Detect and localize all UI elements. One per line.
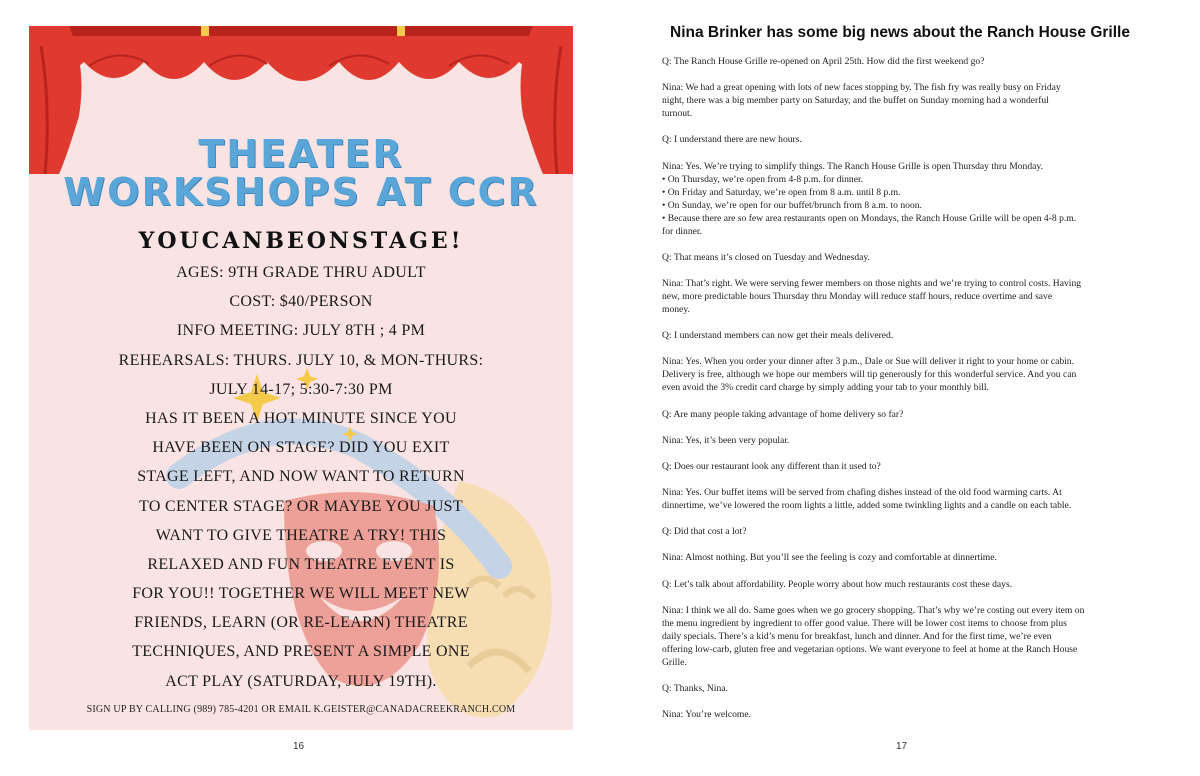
poster-line: WANT TO GIVE THEATRE A TRY! THIS [155, 526, 447, 544]
page-number-right: 17 [896, 741, 908, 752]
interview-paragraph [662, 329, 1176, 342]
poster-line: STAGE LEFT, AND NOW WANT TO RETURN [137, 468, 465, 486]
paragraph-line: the menu ingredient by ingredient to offer good value. There will be lower cost items to choose from plus [662, 617, 1067, 629]
poster-line: FRIENDS, LEARN (OR RE-LEARN) THEATRE [134, 614, 468, 632]
interview-paragraph [662, 408, 1176, 421]
poster-line: AGES: 9TH GRADE THRU ADULT [176, 264, 426, 281]
paragraph-line: Q: I understand there are new hours. [662, 134, 802, 146]
right-page [600, 0, 1200, 776]
poster-line: RELAXED AND FUN THEATRE EVENT IS [147, 555, 455, 573]
paragraph-line: offering low-carb, gluten free and vegetarian options. We want everyone to feel at home at the Ranch House [662, 643, 1078, 655]
poster-line: HAS IT BEEN A HOT MINUTE SINCE YOU [145, 409, 457, 427]
paragraph-line: Delivery is free, although we hope our members will tip generously for this wonderful service. And you can [662, 369, 1077, 381]
theater-poster [29, 26, 573, 730]
interview-paragraph [662, 525, 1176, 538]
interview-paragraph [662, 251, 1176, 264]
paragraph-line: money. [662, 303, 690, 315]
interview-paragraph [662, 708, 1176, 721]
poster-line: TECHNIQUES, AND PRESENT A SIMPLE ONE [132, 643, 470, 661]
paragraph-line: • On Thursday, we’re open from 4-8 p.m. for dinner. [662, 173, 864, 185]
paragraph-line: • On Sunday, we’re open for our buffet/brunch from 8 a.m. to noon. [662, 199, 922, 211]
paragraph-line: Nina: Yes. Our buffet items will be served from chafing dishes instead of the old food warming carts. At [662, 487, 1062, 499]
interview-paragraph [662, 682, 1176, 695]
poster-body [29, 258, 573, 696]
paragraph-line: night, there was a big member party on Saturday, and the buffet on Sunday morning had a wonderful [662, 95, 1049, 107]
poster-line: REHEARSALS: THURS. JULY 10, & MON-THURS: [118, 351, 484, 369]
paragraph-line: Nina: Yes, it’s been very popular. [662, 434, 790, 446]
paragraph-line: turnout. [662, 108, 693, 120]
signup-info: SIGN UP BY CALLING (989) 785-4201 OR EMAIL K.GEISTER@CANADACREEKRANCH.COM [86, 704, 516, 715]
poster-line: INFO MEETING: JULY 8TH ; 4 PM [176, 322, 426, 340]
paragraph-line: new, more predictable hours Thursday thru Monday will reduce staff hours, reduce overtime and save [662, 290, 1053, 302]
interview-paragraph [662, 551, 1176, 564]
poster-tagline: YOUCANBEONSTAGE! [138, 228, 464, 254]
paragraph-line: daily specials. There’s a kid’s menu for breakfast, lunch and dinner. And for the first time, we’re even [662, 630, 1052, 642]
poster-line: FOR YOU!! TOGETHER WE WILL MEET NEW [132, 585, 470, 603]
interview-paragraph [662, 55, 1176, 68]
paragraph-line: Nina: Yes. We’re trying to simplify things. The Ranch House Grille is open Thursday thru Monday. [662, 160, 1043, 172]
paragraph-line: Nina: You’re welcome. [662, 709, 751, 721]
paragraph-line: even avoid the 3% credit card charge by simply adding your tab to your monthly bill. [662, 382, 989, 394]
poster-line: TO CENTER STAGE? OR MAYBE YOU JUST [139, 497, 463, 515]
paragraph-line: • Because there are so few area restaurants open on Mondays, the Ranch House Grille will be open 4-8 p.m. [662, 212, 1077, 224]
paragraph-line: Q: Are many people taking advantage of home delivery so far? [662, 408, 904, 420]
interview-paragraph [662, 434, 1176, 447]
interview-paragraph [662, 486, 1176, 512]
paragraph-line: Grille. [662, 656, 687, 668]
paragraph-line: Nina: Yes. When you order your dinner after 3 p.m., Dale or Sue will deliver it right to your home or cabin. [662, 356, 1074, 368]
paragraph-line: Nina: We had a great opening with lots of new faces stopping by. The fish fry was really busy on Friday [662, 82, 1061, 94]
poster-title-line-2: WORKSHOPS AT CCR [63, 170, 539, 214]
interview-paragraph [662, 355, 1176, 394]
paragraph-line: Q: The Ranch House Grille re-opened on April 25th. How did the first weekend go? [662, 56, 985, 67]
interview-paragraph [662, 277, 1176, 316]
interview-paragraph [662, 604, 1176, 669]
paragraph-line: dinnertime, we’ve lowered the room lights a little, added some twinkling lights and a candle on each table. [662, 500, 1072, 512]
poster-line: HAVE BEEN ON STAGE? DID YOU EXIT [152, 439, 450, 457]
paragraph-line: Nina: That’s right. We were serving fewer members on those nights and we’re trying to control costs. Having [662, 277, 1082, 289]
poster-title-line-1: THEATER [198, 132, 404, 176]
paragraph-line: for dinner. [662, 225, 702, 237]
paragraph-line: • On Friday and Saturday, we’re open from 8 a.m. until 8 p.m. [662, 186, 901, 198]
interview-paragraph [662, 460, 1176, 473]
paragraph-line: Nina: I think we all do. Same goes when we go grocery shopping. That’s why we’re costing out every item on [662, 604, 1085, 616]
interview-paragraph [662, 578, 1176, 591]
paragraph-line: Q: I understand members can now get their meals delivered. [662, 330, 894, 342]
page-number-left: 16 [293, 741, 305, 752]
paragraph-line: Q: Does our restaurant look any different than it used to? [662, 460, 881, 472]
poster-line: COST: $40/PERSON [229, 293, 373, 311]
poster-line: JULY 14-17; 5:30-7:30 PM [209, 380, 393, 398]
paragraph-line: Q: That means it’s closed on Tuesday and Wednesday. [662, 251, 870, 263]
paragraph-line: Q: Let’s talk about affordability. People worry about how much restaurants cost these days. [662, 578, 1013, 590]
article-body [662, 55, 1176, 734]
paragraph-line: Q: Did that cost a lot? [662, 526, 747, 538]
interview-paragraph [662, 160, 1176, 238]
interview-paragraph [662, 81, 1176, 120]
article-title: Nina Brinker has some big news about the Ranch House Grille [670, 24, 1130, 41]
interview-paragraph [662, 133, 1176, 146]
paragraph-line: Nina: Almost nothing. But you’ll see the feeling is cozy and comfortable at dinnertime. [662, 552, 997, 564]
poster-line: ACT PLAY (SATURDAY, JULY 19TH). [165, 672, 437, 690]
paragraph-line: Q: Thanks, Nina. [662, 683, 728, 694]
